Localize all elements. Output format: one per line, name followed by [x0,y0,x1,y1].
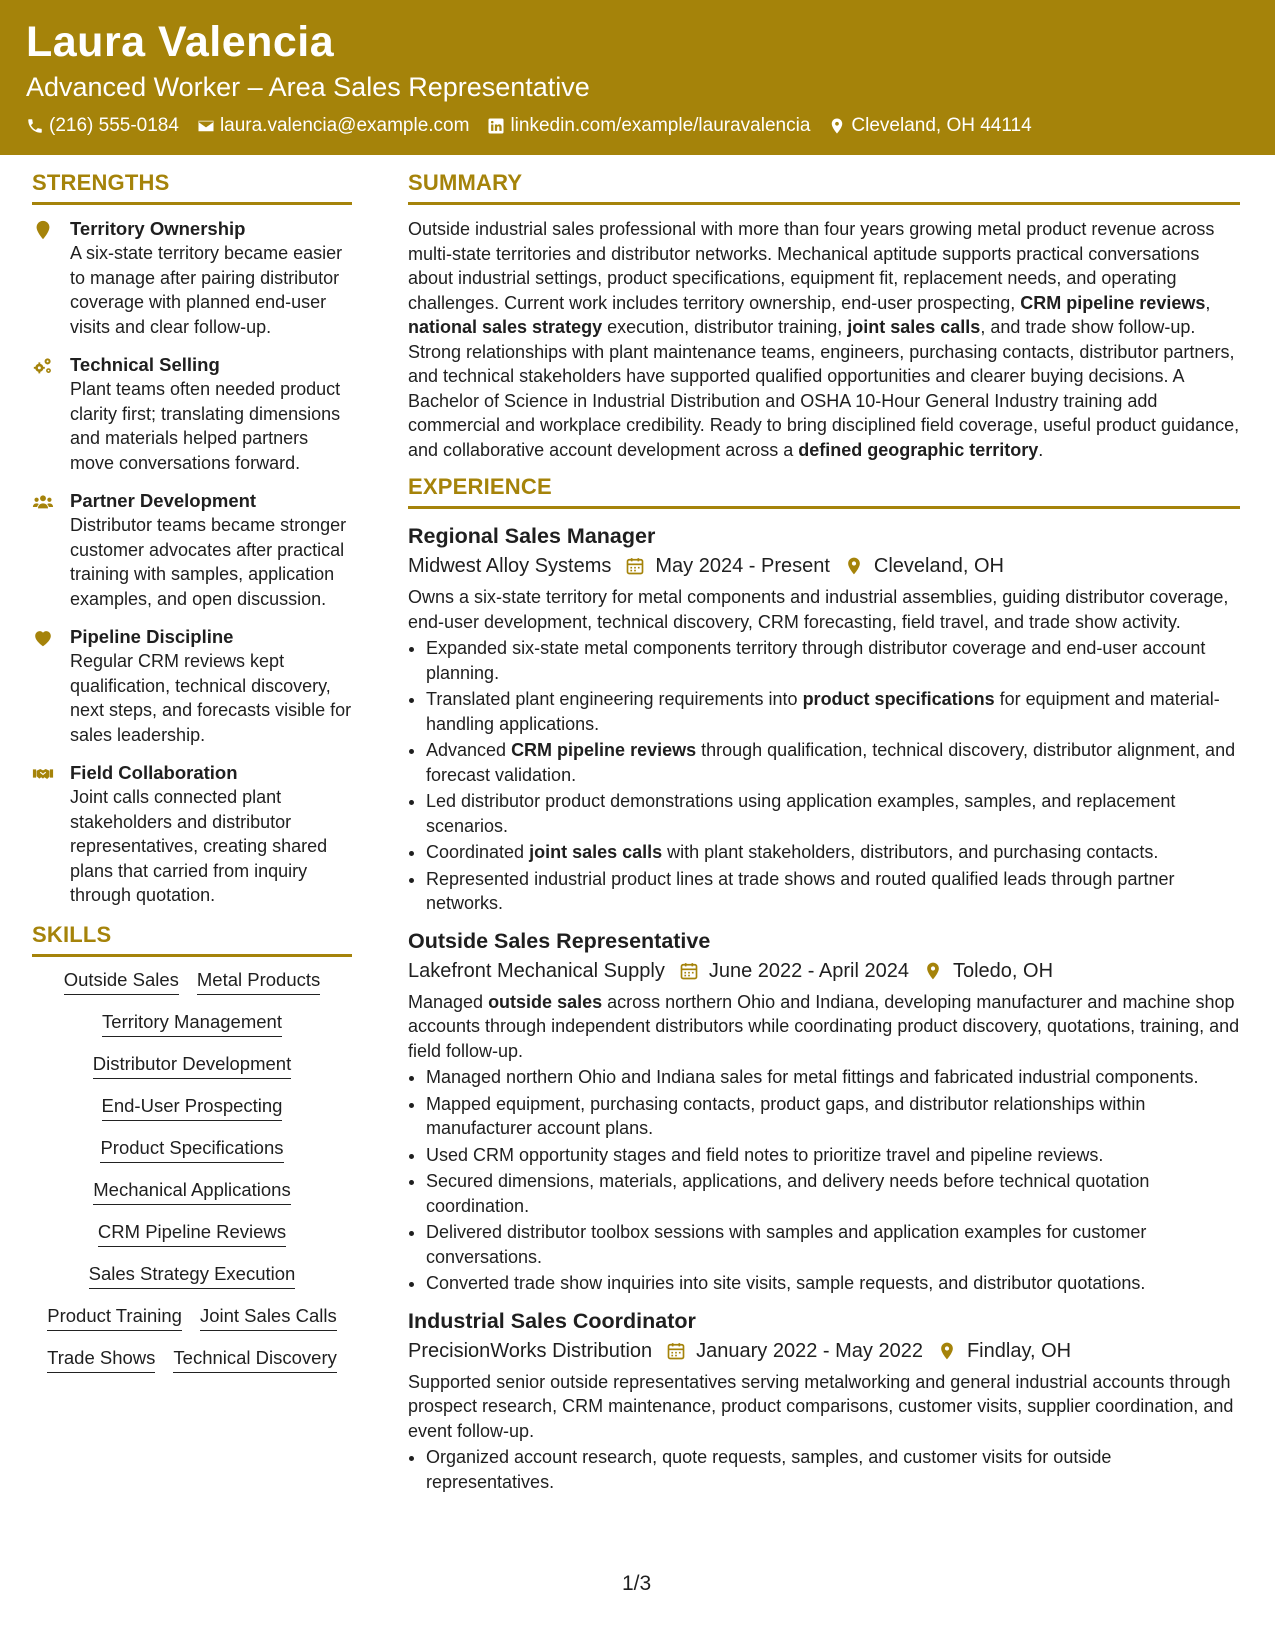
job-bullet [426,1065,1240,1090]
strength-description: Plant teams often needed product clarity first; translating dimensions and materials helped partners move conversations forward. [70,379,341,473]
summary-heading: SUMMARY [408,170,1240,205]
calendar-icon [666,1341,686,1361]
text-segment: through qualification, technical discovery, distributor alignment, and forecast validation. [426,740,1236,785]
job-meta [408,551,1240,581]
strength-icon-wrap [32,489,70,611]
strength-icon-wrap [32,353,70,475]
skill-tag: Joint Sales Calls [200,1305,337,1331]
location-icon [844,556,864,576]
strength-title: Field Collaboration [70,762,238,783]
map-pin-icon [32,219,54,241]
job-bullet [426,636,1240,685]
text-segment: execution, distributor training, [602,317,848,337]
left-column [32,170,352,1389]
text-segment: , and trade show follow-up. Strong relationships with plant maintenance teams, engineers, purchasing contacts, distributor partners, and technical stakeholders have supported qualified opportunities and clearer buying decisions. A Bachelor of Science in Industrial Distribution and OSHA 10-Hour General Industry training add commercial and workplace credibility. Ready to bring disciplined field coverage, useful product guidance, and collaborative account development across a [408,317,1240,460]
job-bullets [408,636,1240,916]
summary-section [408,170,1240,462]
strength-title: Territory Ownership [70,218,246,239]
job-bullets [408,1065,1240,1296]
strengths-list [32,217,352,908]
skill-tag: Metal Products [197,969,320,995]
skill-row [32,1221,352,1247]
strength-body [70,353,352,475]
skill-row [32,1137,352,1163]
emphasized-text: national sales strategy [408,317,603,337]
right-column [408,170,1240,1504]
skill-tag: CRM Pipeline Reviews [98,1221,286,1247]
job-company: Midwest Alloy Systems [408,555,612,577]
text-segment: Mapped equipment, purchasing contacts, product gaps, and distributor relationships within manufacturer account plans. [426,1093,1146,1138]
experience-section [408,474,1240,1494]
job-company: PrecisionWorks Distribution [408,1339,653,1362]
phone-text: (216) 555-0184 [49,115,179,136]
job-meta [408,1336,1240,1366]
emphasized-text: outside sales [488,991,603,1012]
location-contact [828,115,1031,137]
skill-tag: Outside Sales [64,969,179,995]
job-title: Regional Sales Manager [408,524,656,548]
strength-description: A six-state territory became easier to manage after pairing distributor coverage with planned end-user visits and clear follow-up. [70,243,343,337]
summary-text [408,217,1240,462]
job-bullet [426,789,1240,838]
handshake-icon [32,763,54,785]
skill-row [32,1263,352,1289]
job-company: Lakefront Mechanical Supply [408,959,665,982]
job-bullet [426,1143,1240,1168]
skill-tag: Product Training [47,1305,182,1331]
location-icon [937,1341,957,1361]
job-bullet [426,867,1240,916]
envelope-icon [197,117,215,135]
text-segment: with plant stakeholders, distributors, and purchasing contacts. [662,842,1159,862]
gears-icon [32,355,54,377]
strength-item [32,625,352,747]
text-segment: , [1205,292,1211,313]
resume-header [0,0,1275,155]
job-bullet [426,1220,1240,1269]
job-bullet [426,1169,1240,1218]
job-entry [408,521,1240,916]
skills-section [32,922,352,1373]
text-segment: Used CRM opportunity stages and field notes to prioritize travel and pipeline reviews. [426,1144,1104,1165]
text-segment: across northern Ohio and Indiana, developing manufacturer and machine shop accounts through independent distributors while coordinating product discovery, quotations, training, and field follow-up. [408,991,1240,1061]
job-description [408,585,1240,634]
skill-row [32,1347,352,1373]
text-segment: Supported senior outside representatives serving metalworking and general industrial accounts through prospect research, CRM maintenance, product comparisons, customer visits, supplier coordination, and event follow-up. [408,1371,1234,1441]
candidate-name: Laura Valencia [26,18,335,66]
strength-icon-wrap [32,761,70,908]
job-entry [408,926,1240,1296]
skill-tag: Territory Management [102,1011,282,1037]
text-segment: Advanced [426,740,512,760]
text-segment: Expanded six-state metal components territory through distributor coverage and end-user account planning. [426,638,1206,683]
strength-body [70,625,352,747]
skill-tag: Distributor Development [93,1053,291,1079]
map-pin-icon [828,117,846,135]
strength-title: Partner Development [70,490,257,511]
experience-heading: EXPERIENCE [408,474,1240,509]
text-segment: for equipment and material-handling applications. [426,689,1220,734]
job-entry [408,1306,1240,1495]
job-dates: June 2022 - April 2024 [708,959,909,982]
text-segment: Owns a six-state territory for metal components and industrial assemblies, guiding distributor coverage, end-user development, technical discovery, CRM forecasting, field travel, and trade show activity. [408,587,1229,632]
linkedin-text: linkedin.com/example/lauravalencia [510,115,811,136]
text-segment: . [1038,439,1044,460]
emphasized-text: defined geographic territory [798,439,1039,460]
strength-description: Joint calls connected plant stakeholders and distributor representatives, creating shared plans that carried from inquiry through quotation. [70,787,328,905]
skill-row [32,1305,352,1331]
calendar-icon [679,961,699,981]
candidate-headline: Advanced Worker – Area Sales Representative [26,72,590,102]
strengths-heading: STRENGTHS [32,170,352,205]
job-location: Cleveland, OH [873,555,1004,577]
skill-tag: Technical Discovery [173,1347,336,1373]
job-bullet [426,1445,1240,1494]
text-segment: Translated plant engineering requirements into [426,689,803,709]
location-icon [923,961,943,981]
skill-row [32,1095,352,1121]
job-location: Toledo, OH [952,959,1054,982]
strength-icon-wrap [32,625,70,747]
contact-bar [26,115,1032,137]
linkedin-contact[interactable] [487,115,810,137]
skill-tag: Product Specifications [100,1137,283,1163]
job-description [408,990,1240,1064]
text-segment: Organized account research, quote requests, samples, and customer visits for outside representatives. [426,1447,1112,1492]
emphasized-text: product specifications [802,689,995,709]
skill-row [32,1179,352,1205]
strength-title: Technical Selling [70,354,220,375]
text-segment: Converted trade show inquiries into site visits, sample requests, and distributor quotations. [426,1273,1146,1293]
strength-body [70,489,352,611]
strength-item [32,217,352,339]
emphasized-text: joint sales calls [847,317,981,337]
skill-row [32,969,352,995]
job-dates: May 2024 - Present [655,555,830,577]
skill-tag: Trade Shows [47,1347,155,1373]
strength-item [32,761,352,908]
calendar-icon [625,556,645,576]
emphasized-text: CRM pipeline reviews [511,740,697,760]
job-bullet [426,1092,1240,1141]
skill-row [32,1011,352,1037]
job-title: Outside Sales Representative [408,928,711,953]
email-contact[interactable] [197,115,470,137]
job-dates: January 2022 - May 2022 [696,1339,923,1362]
strength-icon-wrap [32,217,70,339]
strength-item [32,489,352,611]
strength-body [70,761,352,908]
location-text: Cleveland, OH 44114 [851,115,1032,136]
skill-row [32,1053,352,1079]
heart-icon [32,627,54,649]
phone-icon [26,117,44,135]
text-segment: Represented industrial product lines at trade shows and routed qualified leads through partner networks. [426,868,1175,913]
jobs-list [408,521,1240,1494]
job-meta [408,956,1240,986]
job-bullet [426,840,1240,865]
job-location: Findlay, OH [966,1339,1072,1362]
text-segment: Managed northern Ohio and Indiana sales for metal fittings and fabricated industrial components. [426,1067,1199,1087]
page-number: 1/3 [622,1572,652,1595]
skills-list [32,969,352,1373]
strengths-section [32,170,352,908]
job-bullet [426,738,1240,787]
skill-tag: Mechanical Applications [93,1179,290,1205]
job-bullet [426,687,1240,736]
phone-contact[interactable] [26,115,179,137]
job-title: Industrial Sales Coordinator [408,1308,696,1333]
emphasized-text: CRM pipeline reviews [1020,292,1206,313]
text-segment: Managed [408,991,489,1012]
text-segment: Secured dimensions, materials, applications, and delivery needs before technical quotation coordination. [426,1171,1150,1216]
linkedin-icon [487,117,505,135]
skills-heading: SKILLS [32,922,352,957]
strength-body [70,217,352,339]
text-segment: Coordinated [426,842,530,862]
text-segment: Outside industrial sales professional with more than four years growing metal product revenue across multi-state territories and distributor networks. Mechanical aptitude supports practical conversations about industrial settings, product specifications, equipment fit, replacement needs, and operating challenges. Current work includes territory ownership, end-user prospecting, [408,219,1215,313]
skill-tag: End-User Prospecting [102,1095,283,1121]
emphasized-text: joint sales calls [529,842,663,862]
text-segment: Led distributor product demonstrations using application examples, samples, and replacement scenarios. [426,791,1176,836]
strength-description: Distributor teams became stronger customer advocates after practical training with samples, application examples, and open discussion. [70,515,347,609]
text-segment: Delivered distributor toolbox sessions with samples and application examples for customer conversations. [426,1222,1147,1267]
email-text: laura.valencia@example.com [219,115,470,136]
strength-title: Pipeline Discipline [70,626,234,647]
job-bullets [408,1445,1240,1494]
skill-tag: Sales Strategy Execution [89,1263,296,1289]
strength-description: Regular CRM reviews kept qualification, technical discovery, next steps, and forecasts visible for sales leadership. [70,651,352,745]
people-icon [32,491,54,513]
strength-item [32,353,352,475]
job-bullet [426,1271,1240,1296]
job-description [408,1370,1240,1444]
